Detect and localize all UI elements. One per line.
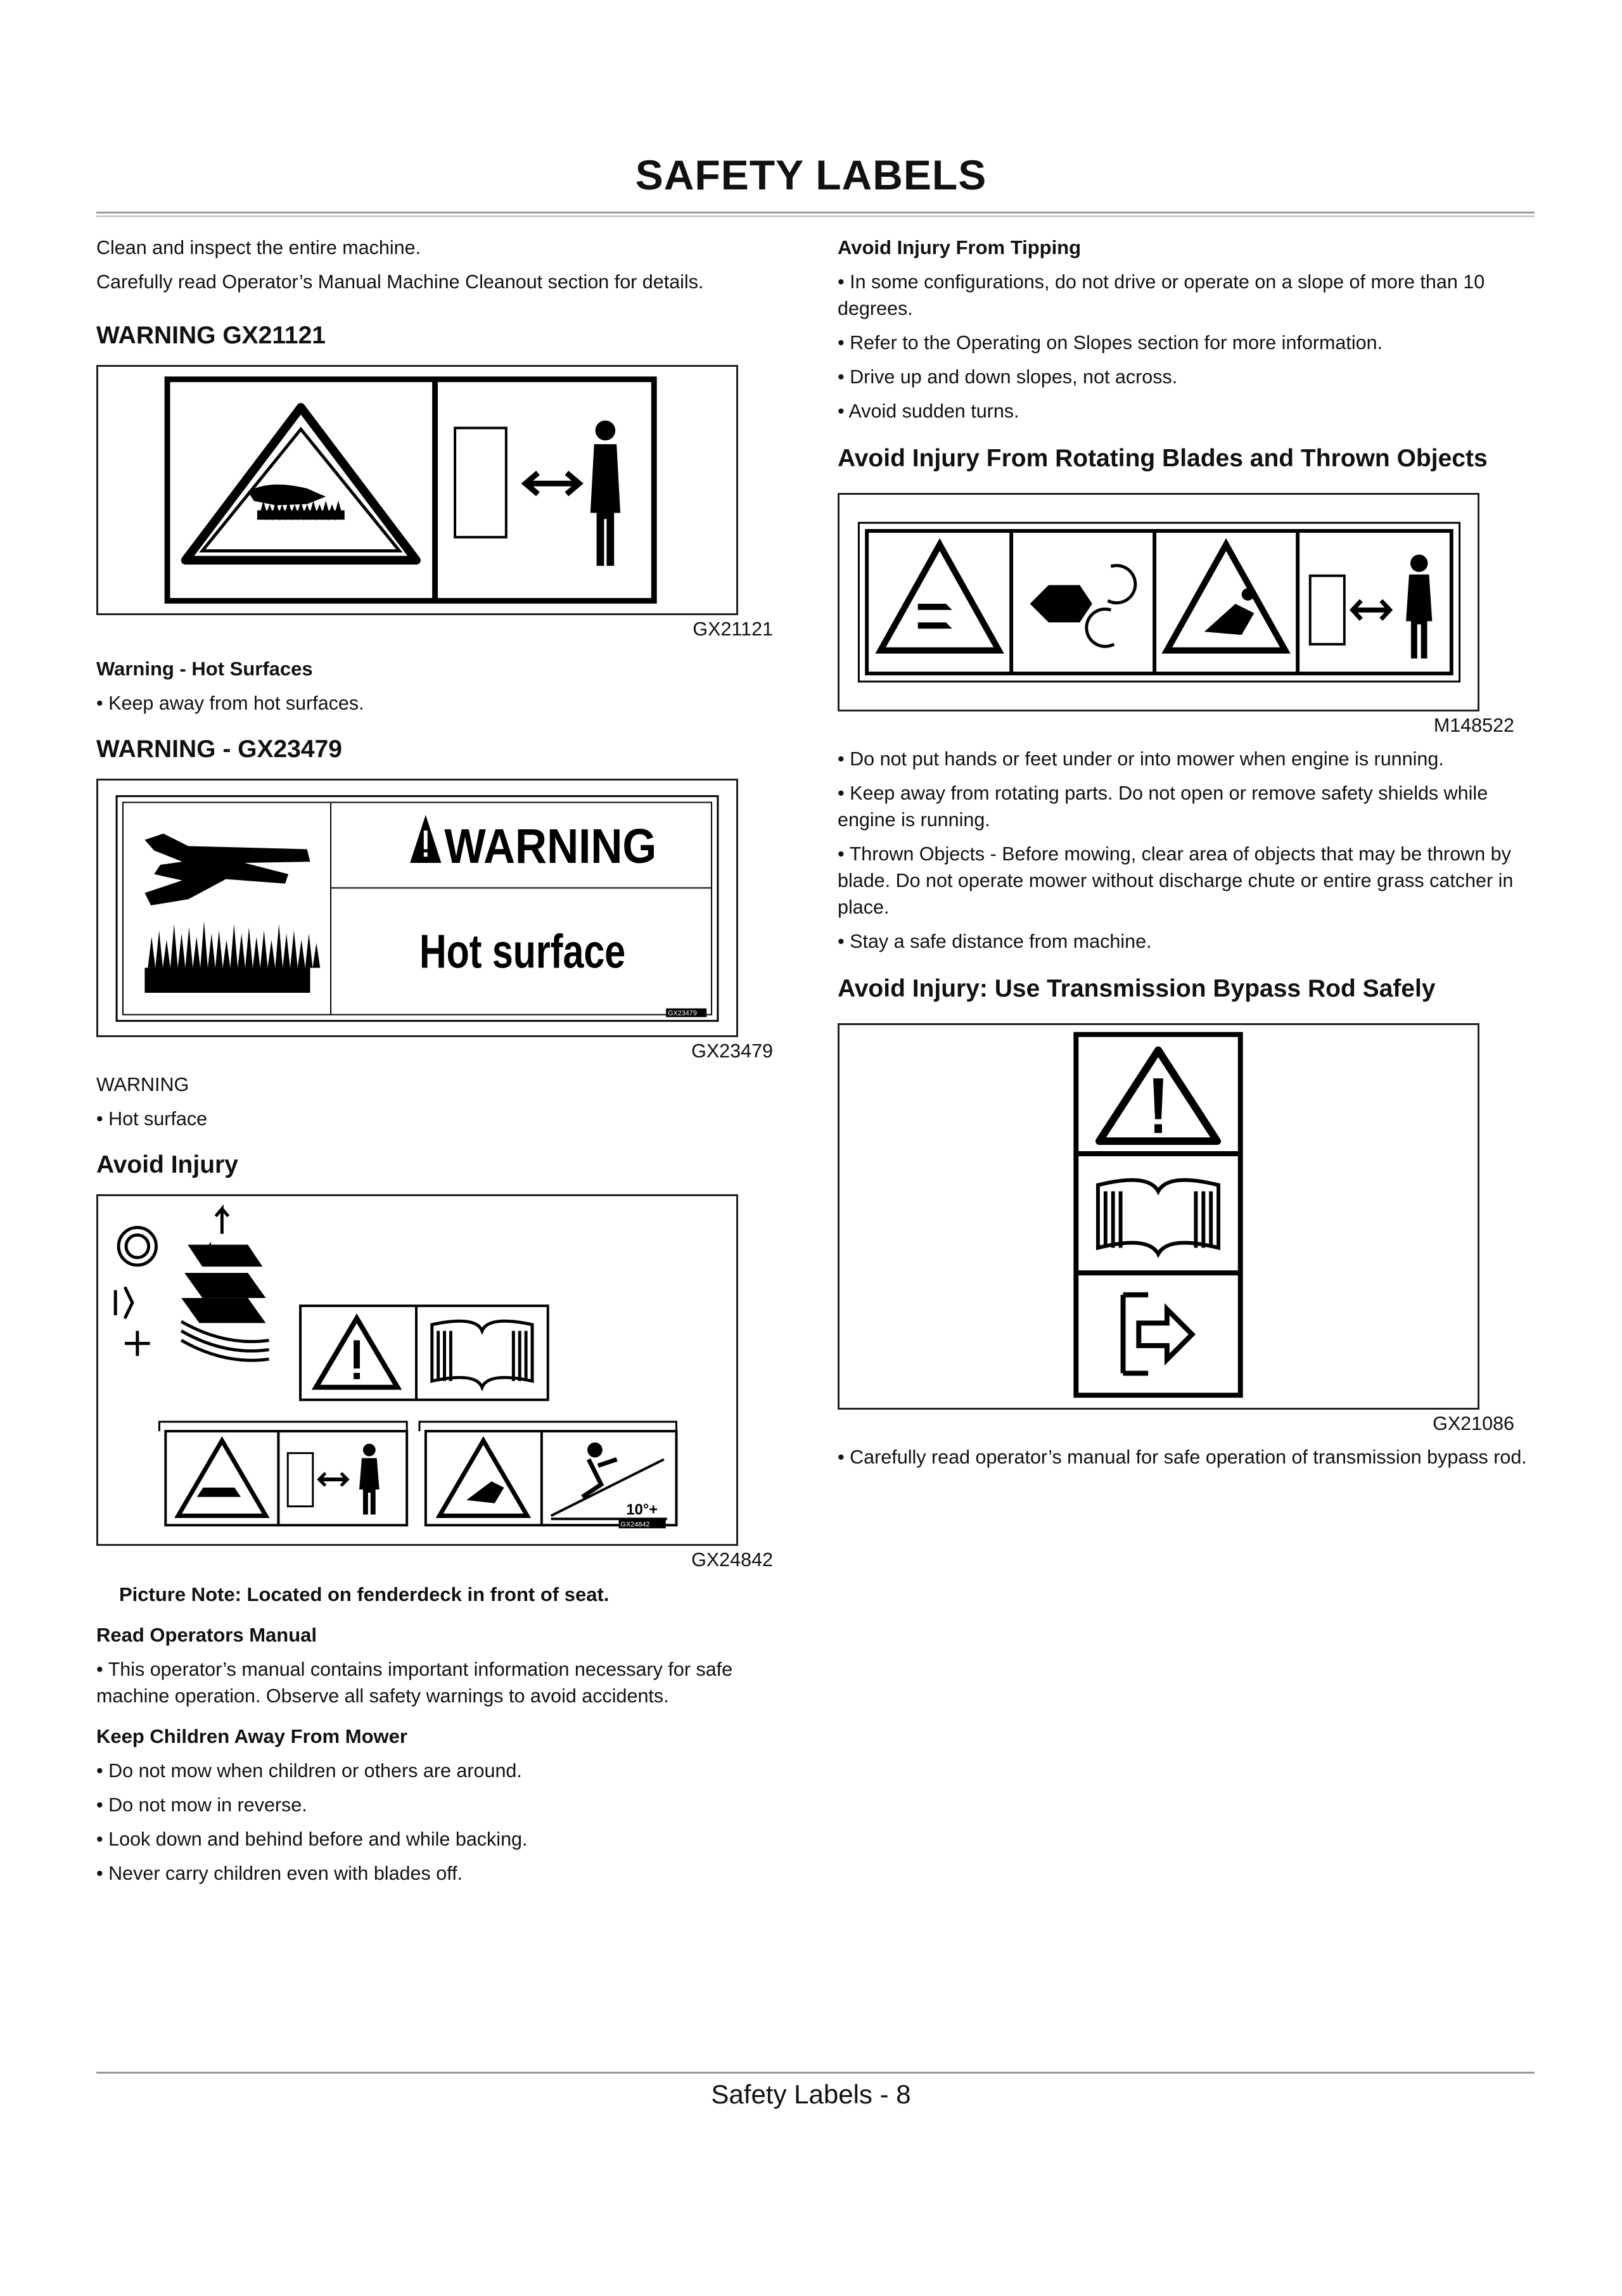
bullet-tipping-4: • Avoid sudden turns. (838, 400, 1019, 422)
label-hot-surface-text: Hot surface (419, 924, 626, 978)
subheading-keep-children-away: Keep Children Away From Mower (96, 1725, 407, 1747)
bullet-blades-2: • Keep away from rotating parts. Do not open or remove safety shields while engine is running. (838, 782, 1488, 831)
label-m148522-figure (838, 493, 1479, 711)
label-gx21086-figure (838, 1023, 1479, 1410)
label-gx21121-figure (96, 365, 738, 615)
intro-line-1: Clean and inspect the entire machine. (96, 237, 421, 258)
figure-code-gx21121: GX21121 (693, 618, 773, 640)
slope-limit-text: 10°+ (626, 1502, 658, 1519)
figure-code-m148522: M148522 (1433, 715, 1514, 736)
read-manual-icon-2 (1098, 1180, 1218, 1254)
right-column (838, 234, 1541, 1470)
section-heading-avoid-injury: Avoid Injury (96, 1151, 238, 1178)
page-title: SAFETY LABELS (635, 151, 987, 198)
picture-note: Picture Note: Located on fenderdeck in front of seat. (119, 1583, 610, 1605)
hand-heat-icon (144, 834, 320, 993)
intro-line-2: Carefully read Operator’s Manual Machine Cleanout section for details. (96, 271, 704, 293)
footer-rule (96, 2072, 1535, 2074)
label-small-code-gx24842: GX24842 (620, 1521, 650, 1529)
section-heading-gx23479: WARNING - GX23479 (96, 736, 342, 763)
figure-code-gx23479: GX23479 (691, 1040, 773, 1062)
bypass-rod-icon (1123, 1295, 1192, 1374)
keep-distance-small-icon (288, 1444, 379, 1515)
section-heading-rotating-blades: Avoid Injury From Rotating Blades and Thrown Objects (838, 445, 1488, 472)
keep-distance-icon-2 (1310, 554, 1433, 658)
section-heading-bypass-rod: Avoid Injury: Use Transmission Bypass Rod Safely (838, 975, 1436, 1002)
bullet-tipping-3: • Drive up and down slopes, not across. (838, 366, 1178, 388)
warning-line: WARNING (96, 1074, 189, 1095)
warning-alert-icon (410, 815, 441, 863)
label-gx23479-drawing (98, 781, 736, 1035)
label-warning-word: WARNING (444, 819, 657, 874)
bullet-bypass: • Carefully read operator’s manual for safe operation of transmission bypass rod. (838, 1446, 1527, 1468)
label-gx24842-drawing (98, 1196, 736, 1544)
subheading-read-manual: Read Operators Manual (96, 1624, 317, 1646)
alert-triangle-icon-2 (1099, 1050, 1217, 1142)
bullet-hot-surfaces: • Keep away from hot surfaces. (96, 692, 364, 714)
hot-surface-triangle-icon (186, 407, 416, 560)
text-read-manual: • This operator’s manual contains important information necessary for safe machine operation. Observe all safety warnings to avoid accidents. (96, 1659, 733, 1707)
label-m148522-drawing (840, 495, 1478, 710)
bullet-children-4: • Never carry children even with blades off. (96, 1863, 463, 1884)
subheading-hot-surfaces: Warning - Hot Surfaces (96, 658, 313, 680)
label-gx23479-figure (96, 779, 738, 1037)
page-footer: Safety Labels - 8 (711, 2079, 911, 2109)
thrown-objects-icon (1167, 545, 1286, 651)
label-small-code-gx23479: GX23479 (668, 1009, 697, 1017)
left-column (96, 234, 800, 1887)
label-gx21086-drawing (840, 1025, 1478, 1408)
label-gx24842-figure (96, 1194, 738, 1546)
alert-triangle-icon (316, 1318, 398, 1387)
hand-foot-warning-icon (881, 545, 999, 651)
thrown-objects-warning-icon (440, 1441, 527, 1516)
bullet-blades-3: • Thrown Objects - Before mowing, clear area of objects that may be thrown by blade. Do not operate mower without discharge chute or entire grass catcher in place. (838, 843, 1514, 918)
subheading-tipping: Avoid Injury From Tipping (838, 236, 1082, 258)
section-heading-gx21121: WARNING GX21121 (96, 322, 326, 349)
bullet-blades-1: • Do not put hands or feet under or into mower when engine is running. (838, 748, 1444, 770)
bullet-tipping-2: • Refer to the Operating on Slopes section for more information. (838, 332, 1383, 354)
controls-icon (115, 1209, 269, 1360)
bullet-tipping-1: • In some configurations, do not drive or operate on a slope of more than 10 degrees. (838, 271, 1485, 319)
read-manual-icon (432, 1321, 532, 1387)
rotating-parts-icon (1030, 566, 1135, 647)
figure-code-gx24842: GX24842 (691, 1549, 773, 1571)
bullet-children-3: • Look down and behind before and while backing. (96, 1828, 528, 1850)
bullet-blades-4: • Stay a safe distance from machine. (838, 931, 1152, 952)
label-gx21121-drawing (98, 367, 736, 613)
bullet-hot-surface: • Hot surface (96, 1108, 208, 1130)
header-rule (96, 212, 1535, 214)
figure-code-gx21086: GX21086 (1433, 1413, 1514, 1434)
keep-distance-icon (455, 421, 620, 566)
bullet-children-1: • Do not mow when children or others are around. (96, 1760, 522, 1782)
mower-blade-warning-icon (178, 1441, 265, 1516)
bullet-children-2: • Do not mow in reverse. (96, 1794, 307, 1816)
